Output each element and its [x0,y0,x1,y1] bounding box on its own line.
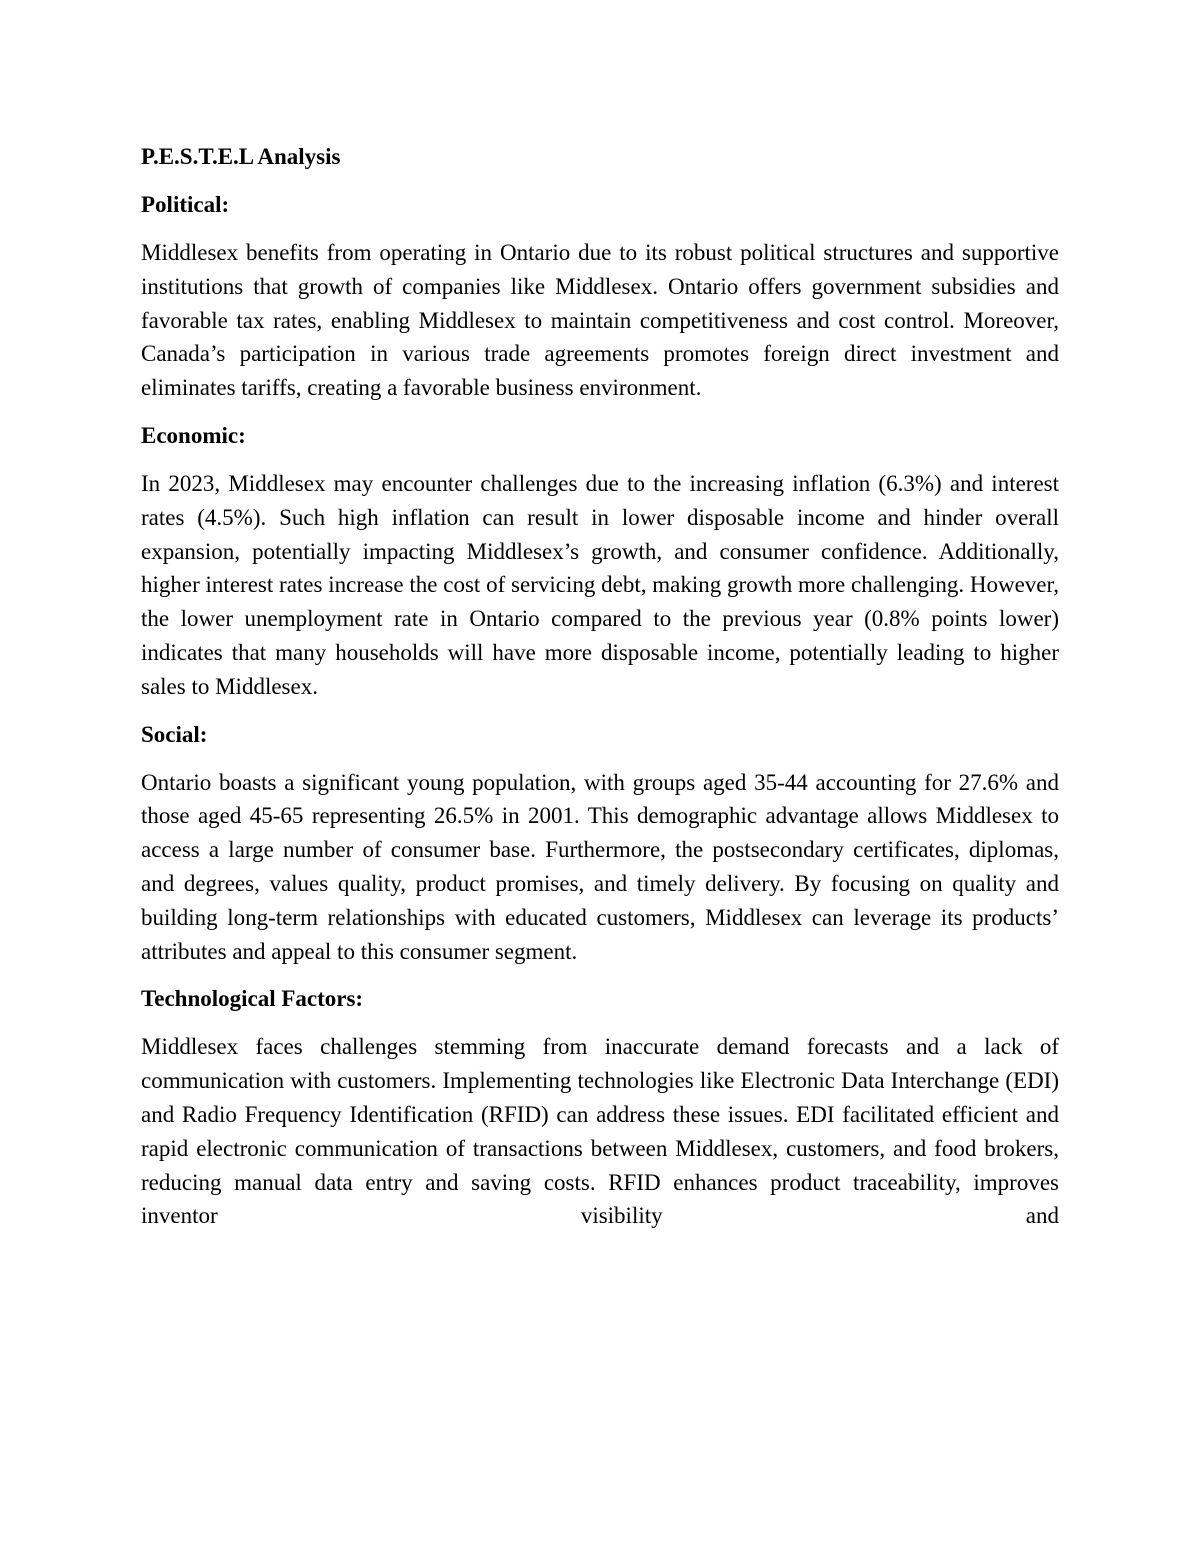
section-heading-economic: Economic: [141,422,246,448]
document-title: P.E.S.T.E.L Analysis [141,144,341,169]
section-heading-social: Social: [141,721,208,747]
section-body-political: Middlesex benefits from operating in Ontario due to its robust political structures and supportive institutions that growth of companies like Middlesex. Ontario offers government subsidies and favorable tax rates, enabling Middlesex to maintain competitiveness and cost control. Moreover, Canada’s participation in various trade agreements promotes foreign direct investment and eliminates tariffs, creating a favorable business environment. [141,240,1059,401]
section-body-social: Ontario boasts a significant young population, with groups aged 35-44 accounting for 27.6% and those aged 45-65 representing 26.5% in 2001. This demographic advantage allows Middlesex to access a large number of consumer base. Furthermore, the postsecondary certificates, diplomas, and degrees, values quality, product promises, and timely delivery. By focusing on quality and building long-term relationships with educated customers, Middlesex can leverage its products’ attributes and appeal to this consumer segment. [141,769,1059,964]
section-body-economic: In 2023, Middlesex may encounter challenges due to the increasing inflation (6.3%) and interest rates (4.5%). Such high inflation can result in lower disposable income and hinder overall expansion, potentially impacting Middlesex’s growth, and consumer confidence. Additionally, higher interest rates increase the cost of servicing debt, making growth more challenging. However, the lower unemployment rate in Ontario compared to the previous year (0.8% points lower) indicates that many households will have more disposable income, potentially leading to higher sales to Middlesex. [141,470,1059,699]
document-page [141,140,1059,1247]
section-body-technological: Middlesex faces challenges stemming from inaccurate demand forecasts and a lack of communication with customers. Implementing technologies like Electronic Data Interchange (EDI) and Radio Frequency Identification (RFID) can address these issues. EDI facilitated efficient and rapid electronic communication of transactions between Middlesex, customers, and food brokers, reducing manual data entry and saving costs. RFID enhances product traceability, improves inventor visibility and [141,1034,1059,1229]
section-heading-political: Political: [141,192,230,217]
section-heading-technological: Technological Factors: [141,986,364,1012]
